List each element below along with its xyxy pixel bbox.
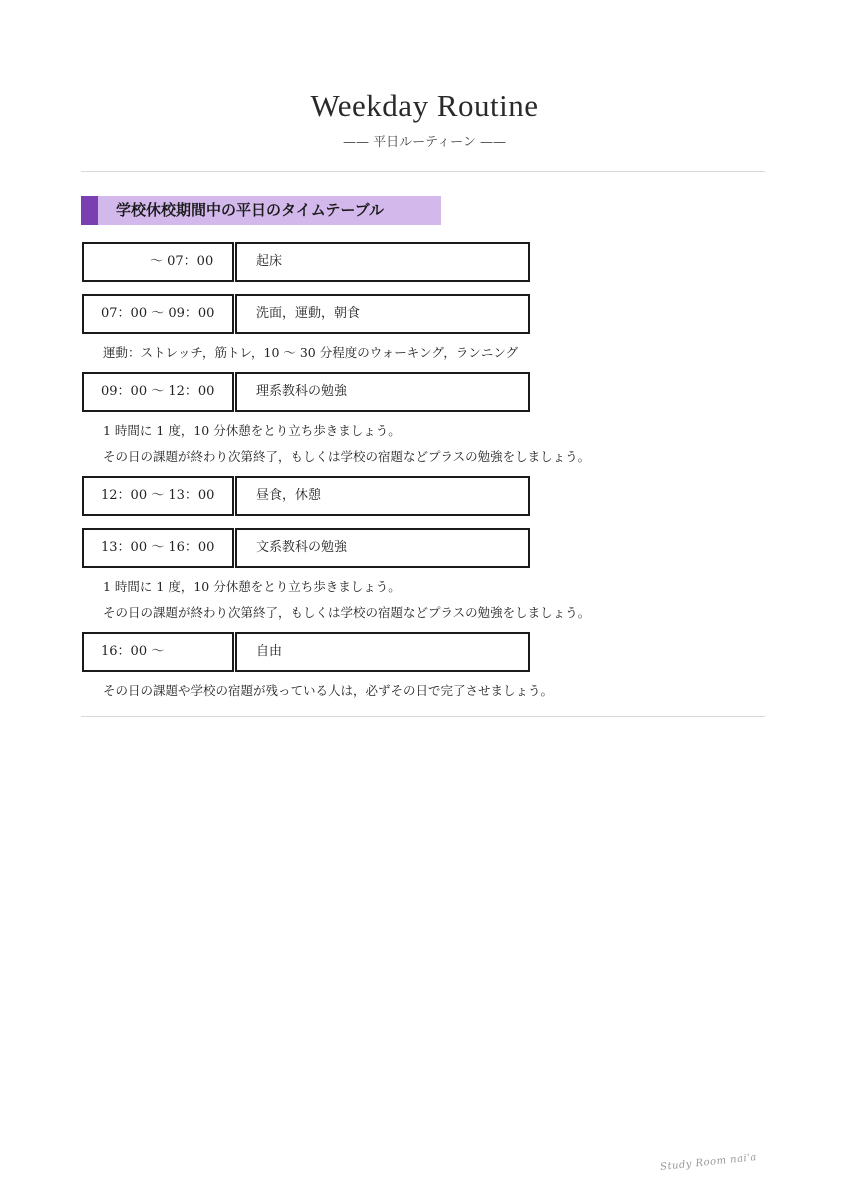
activity-cell <box>235 294 530 334</box>
activity-label: 文系教科の勉強 <box>256 540 348 555</box>
watermark-signature: Study Room nai'a <box>659 1151 758 1174</box>
note-free-time: その日の課題や学校の宿題が残っている人は，必ずその日で完了させましょう。 <box>103 683 554 698</box>
time-label: 16：00 ～ <box>101 644 165 659</box>
activity-cell <box>235 372 530 412</box>
note-break-reminder: 1 時間に 1 度，10 分休憩をとり立ち歩きましょう。 <box>103 423 401 438</box>
activity-label: 理系教科の勉強 <box>256 384 348 399</box>
time-cell <box>82 528 234 568</box>
activity-cell <box>235 528 530 568</box>
activity-label: 昼食，休憩 <box>256 488 322 503</box>
section-heading <box>81 196 441 225</box>
section-heading-label: 学校休校期間中の平日のタイムテーブル <box>116 201 385 219</box>
time-cell <box>82 632 234 672</box>
time-cell <box>82 242 234 282</box>
time-label: ～ 07：00 <box>150 254 214 269</box>
time-cell <box>82 372 234 412</box>
note-extra-study: その日の課題が終わり次第終了，もしくは学校の宿題などプラスの勉強をしましょう。 <box>103 605 591 620</box>
activity-label: 起床 <box>256 254 283 269</box>
note-extra-study: その日の課題が終わり次第終了，もしくは学校の宿題などプラスの勉強をしましょう。 <box>103 449 591 464</box>
activity-cell <box>235 242 530 282</box>
activity-label: 洗面，運動，朝食 <box>256 306 361 321</box>
time-cell <box>82 294 234 334</box>
activity-cell <box>235 632 530 672</box>
time-label: 12：00 ～ 13：00 <box>101 488 215 503</box>
top-divider <box>81 171 765 172</box>
activity-label: 自由 <box>256 644 283 659</box>
bottom-divider <box>81 716 765 717</box>
note-break-reminder: 1 時間に 1 度，10 分休憩をとり立ち歩きましょう。 <box>103 579 401 594</box>
time-cell <box>82 476 234 516</box>
time-label: 13：00 ～ 16：00 <box>101 540 215 555</box>
section-accent-bar <box>81 196 98 225</box>
page-subtitle: —— 平日ルーティーン —— <box>343 135 506 150</box>
activity-cell <box>235 476 530 516</box>
time-label: 09：00 ～ 12：00 <box>101 384 215 399</box>
time-label: 07：00 ～ 09：00 <box>101 306 215 321</box>
note-exercise: 運動：ストレッチ，筋トレ，10 ～ 30 分程度のウォーキング，ランニング <box>103 345 519 360</box>
page-title: Weekday Routine <box>310 88 539 123</box>
